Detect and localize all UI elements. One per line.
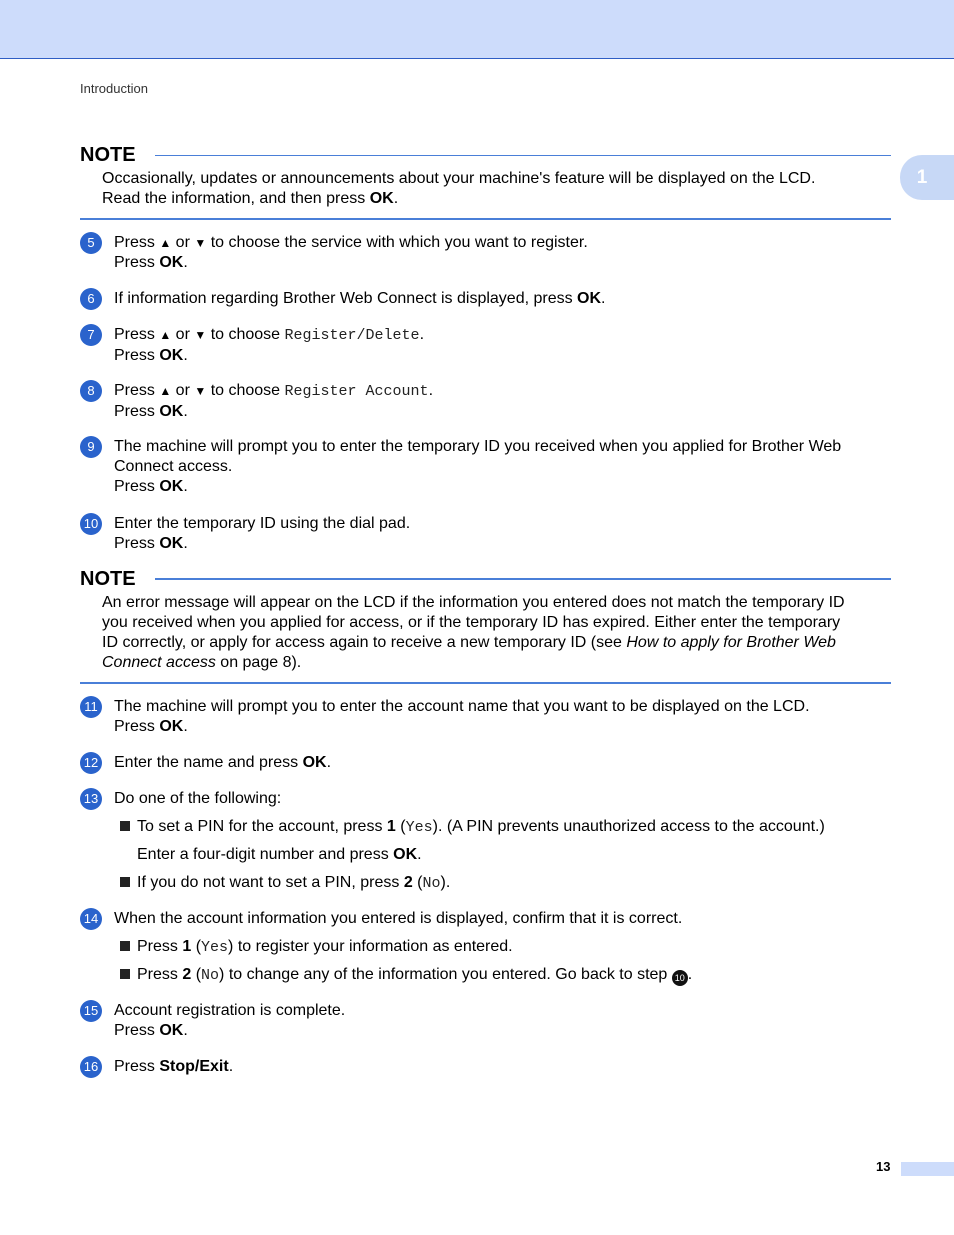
step-text: .: [687, 966, 693, 983]
step-11: [80, 697, 892, 737]
bullet-subline: [137, 845, 422, 865]
step-text: .: [183, 478, 188, 495]
ok-key: OK: [159, 347, 184, 364]
note-line: you received when you applied for access, or if the temporary ID has expired. Either enter the temporary: [102, 614, 841, 631]
note-text: Read the information, and then press: [102, 190, 370, 207]
step-reference-badge: 10: [672, 970, 688, 986]
key-label: 2: [403, 874, 413, 891]
up-arrow-icon: ▲: [159, 236, 172, 250]
bullet-item: [120, 873, 900, 894]
step-text: (: [395, 818, 406, 835]
down-arrow-icon: ▼: [194, 236, 207, 250]
step-text: Press: [114, 382, 160, 399]
step-5: [80, 233, 892, 273]
step-text: .: [228, 1058, 234, 1075]
step-7: [80, 325, 892, 366]
step-text: to choose: [206, 382, 285, 399]
step-text: Connect access.: [114, 458, 233, 475]
lcd-menu-option: Yes: [405, 819, 433, 836]
down-arrow-icon: ▼: [194, 328, 207, 342]
step-text: Press: [114, 234, 160, 251]
step-12: [80, 753, 892, 773]
step-text: When the account information you entered is displayed, confirm that it is correct.: [114, 910, 683, 927]
step-text: .: [183, 347, 188, 364]
step-text: Press: [137, 966, 183, 983]
step-text: Press: [114, 535, 160, 552]
cross-reference-title: How to apply for Brother Web: [626, 634, 836, 651]
lcd-menu-option: Register Account: [284, 383, 429, 400]
ok-key: OK: [577, 290, 602, 307]
step-number-badge: 9: [80, 436, 102, 458]
note-line: An error message will appear on the LCD if the information you entered does not match the temporary ID: [102, 594, 845, 611]
step-text: .: [601, 290, 606, 307]
step-text: .: [419, 326, 425, 343]
step-text: (: [191, 966, 202, 983]
step-number-badge: 7: [80, 324, 102, 346]
square-bullet-icon: [120, 821, 130, 831]
square-bullet-icon: [120, 941, 130, 951]
note-line: [102, 633, 892, 653]
step-number-badge: 5: [80, 232, 102, 254]
note-text: on page 8).: [215, 654, 302, 671]
note-body: [102, 169, 892, 209]
ok-key: OK: [159, 478, 184, 495]
stop-exit-key: Stop/Exit: [159, 1058, 229, 1075]
step-text: ) to register your information as entered.: [228, 938, 513, 955]
section-label: Introduction: [80, 81, 148, 96]
step-text: Press: [114, 403, 160, 420]
note-line: [102, 653, 892, 673]
step-9: [80, 437, 892, 497]
lcd-menu-option: Yes: [201, 939, 229, 956]
step-text: (: [412, 874, 423, 891]
step-text: If information regarding Brother Web Connect is displayed, press: [114, 290, 578, 307]
step-text: .: [183, 535, 188, 552]
step-text: .: [428, 382, 434, 399]
step-text: Enter a four-digit number and press: [137, 846, 394, 863]
step-number-badge: 14: [80, 908, 102, 930]
note-divider-top: [155, 578, 891, 580]
step-text: Press: [114, 254, 160, 271]
bullet-item: [120, 937, 900, 958]
key-label: 1: [182, 938, 192, 955]
cross-reference-title: Connect access: [102, 654, 216, 671]
note-divider-bottom: [80, 218, 891, 220]
step-text: .: [183, 403, 188, 420]
note-title: NOTE: [80, 568, 136, 590]
key-label: 2: [182, 966, 192, 983]
step-text: Press: [114, 1058, 160, 1075]
step-text: or: [171, 326, 195, 343]
ok-key: OK: [159, 1022, 184, 1039]
step-text: Do one of the following:: [114, 790, 282, 807]
ok-key: OK: [159, 254, 184, 271]
up-arrow-icon: ▲: [159, 384, 172, 398]
bullet-item: [120, 965, 900, 986]
lcd-menu-option: No: [201, 967, 220, 984]
step-text: .: [183, 254, 188, 271]
step-text: to choose the service with which you want to register.: [206, 234, 588, 251]
note-divider-bottom: [80, 682, 891, 684]
step-text: Press: [114, 347, 160, 364]
step-text: Press: [114, 1022, 160, 1039]
key-label: 1: [386, 818, 396, 835]
note-text: ID correctly, or apply for access again to receive a new temporary ID (see: [102, 634, 627, 651]
step-number-badge: 13: [80, 788, 102, 810]
step-text: or: [171, 382, 195, 399]
ok-key: OK: [393, 846, 418, 863]
step-6: [80, 289, 892, 309]
step-text: Press: [114, 326, 160, 343]
up-arrow-icon: ▲: [159, 328, 172, 342]
step-8: [80, 381, 892, 422]
square-bullet-icon: [120, 969, 130, 979]
step-16: [80, 1057, 892, 1077]
step-number-badge: 15: [80, 1000, 102, 1022]
step-number-badge: 12: [80, 752, 102, 774]
step-text: to choose: [206, 326, 285, 343]
step-text: Enter the temporary ID using the dial pad.: [114, 515, 411, 532]
down-arrow-icon: ▼: [194, 384, 207, 398]
lcd-menu-option: No: [422, 875, 441, 892]
step-text: .: [183, 1022, 188, 1039]
step-number-badge: 6: [80, 288, 102, 310]
page-number: 13: [876, 1159, 891, 1174]
ok-key: OK: [159, 403, 184, 420]
square-bullet-icon: [120, 877, 130, 887]
step-text: .: [326, 754, 332, 771]
step-text: To set a PIN for the account, press: [137, 818, 387, 835]
ok-key: OK: [159, 718, 184, 735]
note-text: .: [393, 190, 399, 207]
step-text: Enter the name and press: [114, 754, 303, 771]
step-number-badge: 11: [80, 696, 102, 718]
step-text: ) to change any of the information you entered. Go back to step: [219, 966, 672, 983]
footer-bar: [901, 1162, 954, 1176]
step-text: Press: [114, 718, 160, 735]
step-13: [80, 789, 892, 809]
step-text: .: [183, 718, 188, 735]
step-text: (: [191, 938, 202, 955]
note-line: [102, 189, 892, 209]
step-number-badge: 10: [80, 513, 102, 535]
note-body: [102, 593, 892, 673]
ok-key: OK: [302, 754, 327, 771]
note-divider-top: [155, 155, 891, 156]
step-15: [80, 1001, 892, 1041]
step-number-badge: 8: [80, 380, 102, 402]
ok-key: OK: [369, 190, 394, 207]
chapter-tab: 1: [900, 155, 954, 200]
step-text: Press: [114, 478, 160, 495]
note-line: Occasionally, updates or announcements about your machine's feature will be displayed on the LCD.: [102, 170, 816, 187]
step-text: or: [171, 234, 195, 251]
top-header-band: [0, 0, 954, 59]
bullet-item: [120, 817, 900, 838]
step-text: ).: [440, 874, 451, 891]
step-14: [80, 909, 892, 929]
ok-key: OK: [159, 535, 184, 552]
step-text: The machine will prompt you to enter the temporary ID you received when you applied for Brother Web: [114, 438, 842, 455]
step-text: Press: [137, 938, 183, 955]
step-number-badge: 16: [80, 1056, 102, 1078]
step-text: ). (A PIN prevents unauthorized access to the account.): [432, 818, 825, 835]
step-text: .: [417, 846, 422, 863]
lcd-menu-option: Register/Delete: [284, 327, 420, 344]
step-text: If you do not want to set a PIN, press: [137, 874, 404, 891]
step-10: [80, 514, 892, 554]
step-text: Account registration is complete.: [114, 1002, 346, 1019]
note-title: NOTE: [80, 144, 136, 166]
step-text: The machine will prompt you to enter the account name that you want to be displayed on the LCD.: [114, 698, 810, 715]
